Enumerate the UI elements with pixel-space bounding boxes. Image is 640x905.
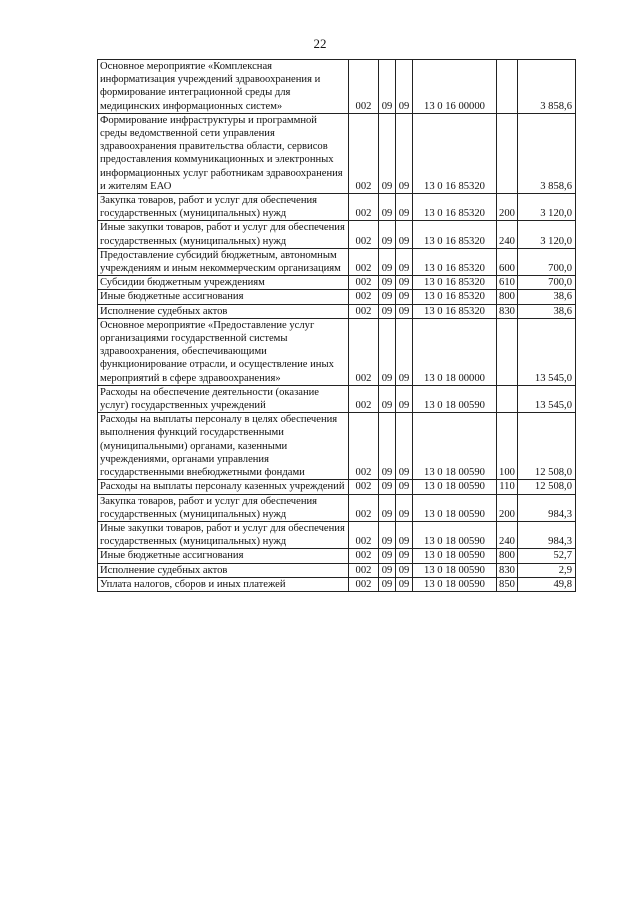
- ministry-code: 002: [349, 194, 379, 221]
- row-name: Расходы на выплаты персоналу казенных учреждений: [98, 480, 349, 494]
- section-code: 09: [379, 248, 396, 275]
- amount: 3 120,0: [518, 194, 576, 221]
- table-row: [98, 494, 576, 521]
- amount: 38,6: [518, 290, 576, 304]
- target-article-code: 13 0 18 00590: [413, 521, 497, 548]
- section-code: 09: [379, 577, 396, 591]
- amount: 12 508,0: [518, 413, 576, 480]
- amount: 700,0: [518, 276, 576, 290]
- expense-type-code: 850: [497, 577, 518, 591]
- table-row: [98, 413, 576, 480]
- row-name: Расходы на выплаты персоналу в целях обеспечения выполнения функций государственными (муниципальными) органами, казенными учреждениями, органами управления государственными внебюджетными фондами: [98, 413, 349, 480]
- ministry-code: 002: [349, 60, 379, 114]
- section-code: 09: [379, 318, 396, 385]
- amount: 52,7: [518, 549, 576, 563]
- ministry-code: 002: [349, 413, 379, 480]
- ministry-code: 002: [349, 385, 379, 412]
- table-row: [98, 248, 576, 275]
- row-name: Основное мероприятие «Предоставление услуг организациями государственной системы здравоохранения, обеспечивающими функционирование отрасли, и осуществление иных мероприятий в сфере здравоохранения»: [98, 318, 349, 385]
- subsection-code: 09: [396, 480, 413, 494]
- expense-type-code: 830: [497, 563, 518, 577]
- row-name: Предоставление субсидий бюджетным, автономным учреждениям и иным некоммерческим организациям: [98, 248, 349, 275]
- section-code: 09: [379, 521, 396, 548]
- amount: 3 858,6: [518, 60, 576, 114]
- ministry-code: 002: [349, 480, 379, 494]
- amount: 984,3: [518, 521, 576, 548]
- target-article-code: 13 0 18 00590: [413, 480, 497, 494]
- table-row: [98, 276, 576, 290]
- table-row: [98, 194, 576, 221]
- row-name: Закупка товаров, работ и услуг для обеспечения государственных (муниципальных) нужд: [98, 494, 349, 521]
- section-code: 09: [379, 290, 396, 304]
- section-code: 09: [379, 480, 396, 494]
- expense-type-code: 600: [497, 248, 518, 275]
- ministry-code: 002: [349, 318, 379, 385]
- ministry-code: 002: [349, 549, 379, 563]
- target-article-code: 13 0 16 85320: [413, 304, 497, 318]
- section-code: 09: [379, 194, 396, 221]
- row-name: Формирование инфраструктуры и программной среды ведомственной сети управления здравоохранения правительства области, сервисов предоставления коммуникационных и электронных информационных услуг работникам здравоохранения и жителям ЕАО: [98, 113, 349, 193]
- expense-type-code: 240: [497, 221, 518, 248]
- ministry-code: 002: [349, 304, 379, 318]
- expense-type-code: 110: [497, 480, 518, 494]
- target-article-code: 13 0 18 00590: [413, 413, 497, 480]
- row-name: Основное мероприятие «Комплексная информатизация учреждений здравоохранения и формирование интеграционной среды для медицинских информационных систем»: [98, 60, 349, 114]
- subsection-code: 09: [396, 318, 413, 385]
- ministry-code: 002: [349, 221, 379, 248]
- table-row: [98, 385, 576, 412]
- section-code: 09: [379, 494, 396, 521]
- section-code: 09: [379, 413, 396, 480]
- subsection-code: 09: [396, 304, 413, 318]
- subsection-code: 09: [396, 549, 413, 563]
- expense-type-code: 830: [497, 304, 518, 318]
- ministry-code: 002: [349, 248, 379, 275]
- amount: 49,8: [518, 577, 576, 591]
- section-code: 09: [379, 221, 396, 248]
- amount: 13 545,0: [518, 385, 576, 412]
- section-code: 09: [379, 276, 396, 290]
- amount: 13 545,0: [518, 318, 576, 385]
- amount: 12 508,0: [518, 480, 576, 494]
- amount: 700,0: [518, 248, 576, 275]
- section-code: 09: [379, 563, 396, 577]
- row-name: Расходы на обеспечение деятельности (оказание услуг) государственных учреждений: [98, 385, 349, 412]
- amount: 2,9: [518, 563, 576, 577]
- row-name: Исполнение судебных актов: [98, 304, 349, 318]
- row-name: Иные бюджетные ассигнования: [98, 290, 349, 304]
- target-article-code: 13 0 16 85320: [413, 221, 497, 248]
- subsection-code: 09: [396, 413, 413, 480]
- ministry-code: 002: [349, 521, 379, 548]
- target-article-code: 13 0 18 00590: [413, 494, 497, 521]
- target-article-code: 13 0 16 85320: [413, 276, 497, 290]
- ministry-code: 002: [349, 290, 379, 304]
- target-article-code: 13 0 18 00590: [413, 577, 497, 591]
- table-row: [98, 60, 576, 114]
- section-code: 09: [379, 549, 396, 563]
- ministry-code: 002: [349, 577, 379, 591]
- subsection-code: 09: [396, 276, 413, 290]
- section-code: 09: [379, 385, 396, 412]
- table-row: [98, 290, 576, 304]
- subsection-code: 09: [396, 248, 413, 275]
- expense-type-code: 800: [497, 290, 518, 304]
- expense-type-code: 240: [497, 521, 518, 548]
- expense-type-code: 200: [497, 194, 518, 221]
- row-name: Закупка товаров, работ и услуг для обеспечения государственных (муниципальных) нужд: [98, 194, 349, 221]
- expense-type-code: 800: [497, 549, 518, 563]
- table-row: [98, 318, 576, 385]
- expense-type-code: [497, 385, 518, 412]
- target-article-code: 13 0 18 00000: [413, 318, 497, 385]
- ministry-code: 002: [349, 113, 379, 193]
- table-row: [98, 221, 576, 248]
- target-article-code: 13 0 16 85320: [413, 248, 497, 275]
- expense-type-code: [497, 113, 518, 193]
- target-article-code: 13 0 18 00590: [413, 549, 497, 563]
- table-row: [98, 480, 576, 494]
- subsection-code: 09: [396, 385, 413, 412]
- subsection-code: 09: [396, 521, 413, 548]
- subsection-code: 09: [396, 60, 413, 114]
- subsection-code: 09: [396, 113, 413, 193]
- row-name: Иные закупки товаров, работ и услуг для обеспечения государственных (муниципальных) нужд: [98, 521, 349, 548]
- row-name: Иные закупки товаров, работ и услуг для обеспечения государственных (муниципальных) нужд: [98, 221, 349, 248]
- section-code: 09: [379, 113, 396, 193]
- table-row: [98, 577, 576, 591]
- subsection-code: 09: [396, 290, 413, 304]
- expense-type-code: 610: [497, 276, 518, 290]
- section-code: 09: [379, 60, 396, 114]
- amount: 38,6: [518, 304, 576, 318]
- expense-type-code: 100: [497, 413, 518, 480]
- page-number: 22: [313, 36, 327, 51]
- expense-type-code: [497, 318, 518, 385]
- table-row: [98, 113, 576, 193]
- subsection-code: 09: [396, 494, 413, 521]
- subsection-code: 09: [396, 577, 413, 591]
- ministry-code: 002: [349, 563, 379, 577]
- target-article-code: 13 0 16 85320: [413, 113, 497, 193]
- target-article-code: 13 0 16 85320: [413, 194, 497, 221]
- table-row: [98, 549, 576, 563]
- budget-table: [97, 59, 576, 592]
- table-row: [98, 563, 576, 577]
- target-article-code: 13 0 16 85320: [413, 290, 497, 304]
- row-name: Исполнение судебных актов: [98, 563, 349, 577]
- table-row: [98, 304, 576, 318]
- amount: 3 120,0: [518, 221, 576, 248]
- subsection-code: 09: [396, 221, 413, 248]
- ministry-code: 002: [349, 276, 379, 290]
- table-row: [98, 521, 576, 548]
- section-code: 09: [379, 304, 396, 318]
- ministry-code: 002: [349, 494, 379, 521]
- subsection-code: 09: [396, 563, 413, 577]
- amount: 3 858,6: [518, 113, 576, 193]
- target-article-code: 13 0 16 00000: [413, 60, 497, 114]
- target-article-code: 13 0 18 00590: [413, 563, 497, 577]
- row-name: Субсидии бюджетным учреждениям: [98, 276, 349, 290]
- row-name: Иные бюджетные ассигнования: [98, 549, 349, 563]
- expense-type-code: 200: [497, 494, 518, 521]
- subsection-code: 09: [396, 194, 413, 221]
- amount: 984,3: [518, 494, 576, 521]
- expense-type-code: [497, 60, 518, 114]
- row-name: Уплата налогов, сборов и иных платежей: [98, 577, 349, 591]
- target-article-code: 13 0 18 00590: [413, 385, 497, 412]
